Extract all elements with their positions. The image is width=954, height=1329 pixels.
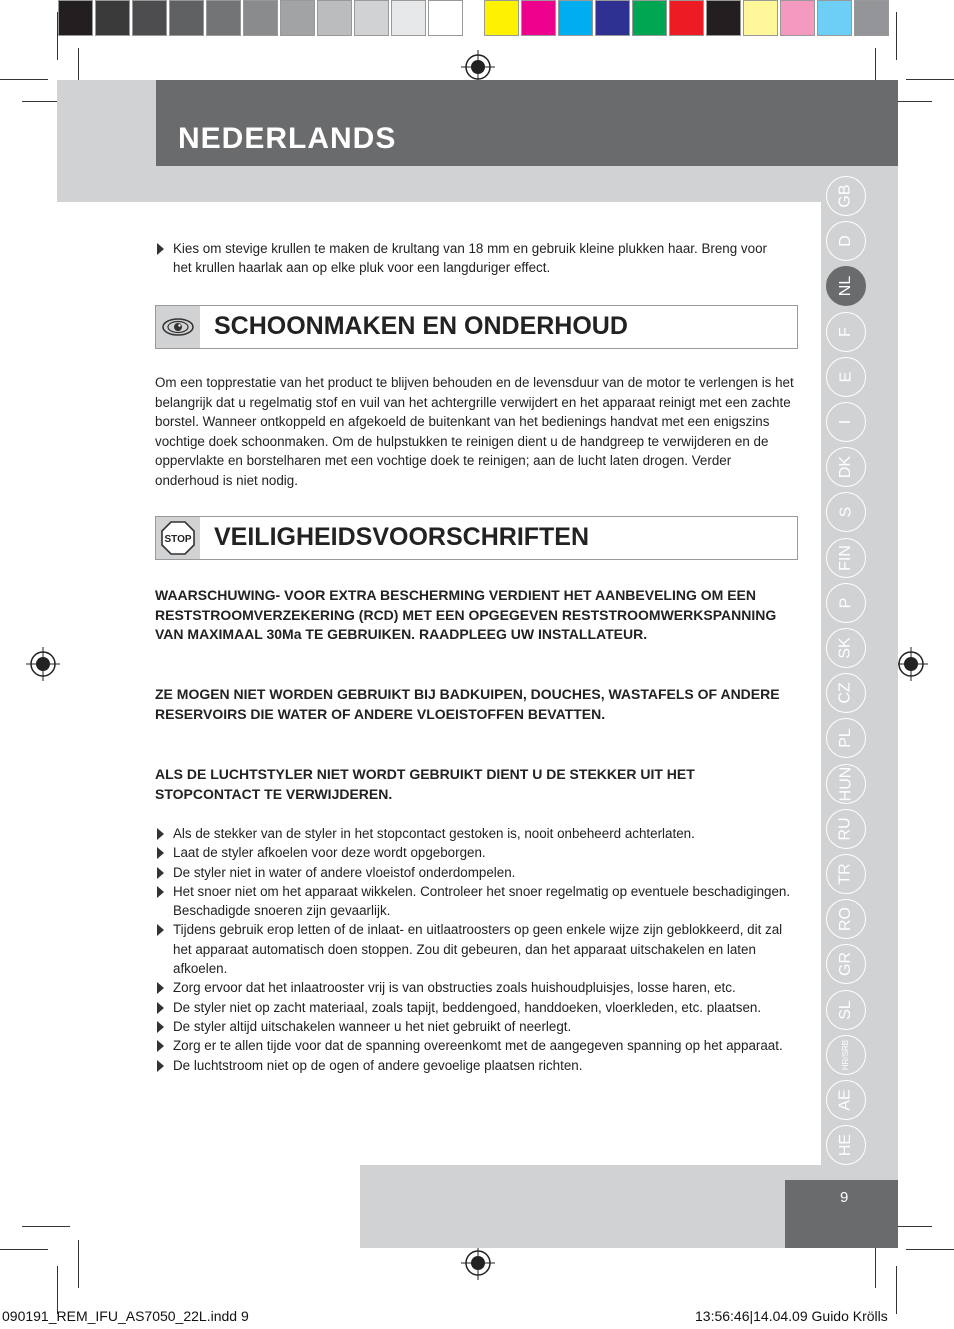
language-tab-label: HR/SRB bbox=[840, 1039, 850, 1070]
list-item: De styler niet in water of andere vloeistof onderdompelen. bbox=[155, 863, 800, 882]
language-tab-label: F bbox=[837, 326, 854, 337]
list-item: De styler niet op zacht materiaal, zoals tapijt, beddengoed, handdoeken, vloerkleden, etc. plaatsen. bbox=[155, 998, 800, 1017]
list-item: Zorg er te allen tijde voor dat de spanning overeenkomt met de aangegeven spanning op het apparaat. bbox=[155, 1036, 800, 1055]
safety-bullet-list bbox=[155, 824, 800, 1075]
language-tab-label: SK bbox=[837, 637, 854, 659]
language-tab-f[interactable] bbox=[826, 312, 866, 352]
section-title: VEILIGHEIDSVOORSCHRIFTEN bbox=[214, 523, 590, 551]
crop-mark bbox=[0, 1249, 48, 1250]
intro-bullet-list bbox=[155, 239, 785, 278]
list-item: De styler altijd uitschakelen wanneer u het niet gebruikt of neerlegt. bbox=[155, 1017, 800, 1036]
color-swatch bbox=[521, 0, 556, 36]
language-tab-cz[interactable] bbox=[826, 673, 866, 713]
page-number: 9 bbox=[840, 1189, 849, 1206]
language-tab-label: RU bbox=[836, 817, 854, 841]
language-tab-label: E bbox=[836, 371, 854, 383]
language-tab-i[interactable] bbox=[826, 402, 866, 442]
color-swatch bbox=[706, 0, 741, 36]
language-tab-hun[interactable] bbox=[826, 764, 866, 804]
svg-text:STOP: STOP bbox=[164, 534, 192, 545]
language-tab-sl[interactable] bbox=[826, 990, 866, 1030]
language-tab-fin[interactable] bbox=[826, 538, 866, 578]
color-swatch bbox=[169, 0, 204, 36]
section-header-cleaning bbox=[155, 305, 798, 349]
color-swatch bbox=[595, 0, 630, 36]
color-swatch bbox=[206, 0, 241, 36]
language-tab-d[interactable] bbox=[826, 221, 866, 261]
crop-mark bbox=[0, 79, 48, 80]
language-tab-tr[interactable] bbox=[826, 854, 866, 894]
language-tab-p[interactable] bbox=[826, 583, 866, 623]
language-tab-label: HE bbox=[836, 1134, 854, 1157]
list-item: Als de stekker van de styler in het stopcontact gestoken is, nooit onbeheerd achterlaten. bbox=[155, 824, 800, 843]
color-swatch bbox=[558, 0, 593, 36]
language-tab-label: TR bbox=[836, 863, 854, 885]
registration-mark-icon bbox=[894, 647, 928, 681]
page-title: NEDERLANDS bbox=[178, 122, 397, 155]
language-tab-label: S bbox=[836, 507, 854, 518]
crop-mark bbox=[57, 12, 58, 60]
color-swatch bbox=[428, 0, 463, 36]
color-swatch bbox=[354, 0, 389, 36]
language-tab-he[interactable] bbox=[826, 1125, 866, 1165]
language-tab-label: I bbox=[836, 419, 854, 425]
color-swatch bbox=[632, 0, 667, 36]
crop-mark bbox=[78, 1240, 79, 1288]
list-item: Tijdens gebruik erop letten of de inlaat- en uitlaatroosters op geen enkele wijze zijn geblokkeerd, dit zal het apparaat automatisch doen stoppen. Zou dit gebeuren, dan het apparaat uitschakelen en laten afkoelen. bbox=[155, 920, 800, 978]
color-swatch bbox=[484, 0, 519, 36]
header-grey-strip bbox=[156, 166, 898, 202]
grey-swatch-bar bbox=[58, 0, 465, 40]
color-swatch bbox=[317, 0, 352, 36]
registration-mark-icon bbox=[461, 50, 495, 84]
crop-mark bbox=[906, 1249, 954, 1250]
color-swatch bbox=[58, 0, 93, 36]
color-swatch bbox=[743, 0, 778, 36]
list-item: Laat de styler afkoelen voor deze wordt opgeborgen. bbox=[155, 843, 800, 862]
crop-mark bbox=[896, 12, 897, 60]
language-tab-sk[interactable] bbox=[826, 628, 866, 668]
color-swatch bbox=[817, 0, 852, 36]
language-tab-ro[interactable] bbox=[826, 899, 866, 939]
eye-icon bbox=[156, 306, 200, 348]
language-tab-label: DK bbox=[836, 456, 854, 479]
footer-file-info: 090191_REM_IFU_AS7050_22L.indd 9 bbox=[2, 1308, 249, 1324]
color-swatch-bar bbox=[484, 0, 891, 40]
title-band bbox=[156, 80, 898, 166]
color-swatch bbox=[854, 0, 889, 36]
header-grey-block bbox=[57, 80, 156, 202]
page-number-box bbox=[785, 1180, 898, 1248]
color-swatch bbox=[243, 0, 278, 36]
list-item: Zorg ervoor dat het inlaatrooster vrij is van obstructies zoals huishoudpluisjes, losse haren, etc. bbox=[155, 978, 800, 997]
language-tab-label: RO bbox=[837, 907, 854, 932]
warning-text: ZE MOGEN NIET WORDEN GEBRUIKT BIJ BADKUIPEN, DOUCHES, WASTAFELS OF ANDERE RESERVOIRS DIE WATER OF ANDERE VLOEISTOFFEN BEVATTEN. bbox=[155, 686, 780, 722]
color-swatch bbox=[391, 0, 426, 36]
crop-mark bbox=[57, 1266, 58, 1314]
registration-mark-icon bbox=[26, 647, 60, 681]
color-swatch bbox=[132, 0, 167, 36]
crop-mark bbox=[896, 1266, 897, 1314]
language-tab-label: HUN bbox=[836, 766, 854, 801]
registration-mark-icon bbox=[461, 1246, 495, 1280]
color-swatch bbox=[95, 0, 130, 36]
language-tab-gb[interactable] bbox=[826, 176, 866, 216]
crop-mark bbox=[906, 79, 954, 80]
color-swatch bbox=[780, 0, 815, 36]
crop-mark bbox=[22, 1226, 70, 1227]
list-item: Kies om stevige krullen te maken de krultang van 18 mm en gebruik kleine plukken haar. Breng voor het krullen haarlak aan op elke pluk voor een langduriger effect. bbox=[155, 239, 785, 278]
warning-text: WAARSCHUWING- VOOR EXTRA BESCHERMING VERDIENT HET AANBEVELING OM EEN RESTSTROOMVERZEKERING (RCD) MET EEN OPGEGEVEN RESTSTROOMWERKSPANNING VAN MAXIMAAL 30Ma TE GEBRUIKEN. RAADPLEEG UW INSTALLATEUR. bbox=[155, 587, 777, 643]
language-tab-label: PL bbox=[836, 728, 854, 749]
list-item: Het snoer niet om het apparaat wikkelen. Controleer het snoer regelmatig op eventuele beschadigingen. Beschadigde snoeren zijn gevaarlijk. bbox=[155, 882, 800, 921]
language-tab-label: GR bbox=[837, 952, 854, 977]
language-tab-e[interactable] bbox=[826, 357, 866, 397]
language-tab-label: P bbox=[836, 597, 854, 609]
footer-timestamp: 13:56:46|14.04.09 Guido Krölls bbox=[695, 1308, 888, 1324]
language-tab-hr-srb[interactable] bbox=[826, 1035, 866, 1075]
language-tab-label: SL bbox=[836, 999, 854, 1020]
color-swatch bbox=[669, 0, 704, 36]
language-tab-label: NL bbox=[836, 276, 854, 297]
warning-text: ALS DE LUCHTSTYLER NIET WORDT GEBRUIKT DIENT U DE STEKKER UIT HET STOPCONTACT TE VERWIJDEREN. bbox=[155, 766, 695, 802]
language-tab-label: D bbox=[837, 235, 854, 247]
color-swatch bbox=[280, 0, 315, 36]
language-tab-label: CZ bbox=[836, 682, 854, 704]
language-tab-dk[interactable] bbox=[826, 447, 866, 487]
list-item: De luchtstroom niet op de ogen of andere gevoelige plaatsen richten. bbox=[155, 1056, 800, 1075]
section-header-safety bbox=[155, 516, 798, 560]
stop-icon bbox=[156, 517, 200, 559]
cleaning-paragraph: Om een topprestatie van het product te blijven behouden en de levensduur van de motor te verlengen is het belangrijk dat u regelmatig stof en vuil van het achtergrille verwijdert en het apparaat reinigt met een zachte borstel. Wanneer ontkoppeld en afgekoeld de buitenkant van het bedienings handvat met een enigszins vochtige doek schoonmaken. Om de hulpstukken te reinigen dient u de handgreep te verwijderen en de oppervlakte en borstelharen met een vochtige doek te reinigen; aan de lucht laten drogen. Verder onderhoud is niet nodig. bbox=[155, 375, 794, 488]
section-title: SCHOONMAKEN EN ONDERHOUD bbox=[214, 312, 628, 340]
language-tab-label: FIN bbox=[837, 544, 854, 571]
language-tab-label: GB bbox=[837, 184, 854, 208]
language-tab-label: AE bbox=[837, 1089, 854, 1111]
language-tab-ru[interactable] bbox=[826, 809, 866, 849]
language-tab-ae[interactable] bbox=[826, 1080, 866, 1120]
